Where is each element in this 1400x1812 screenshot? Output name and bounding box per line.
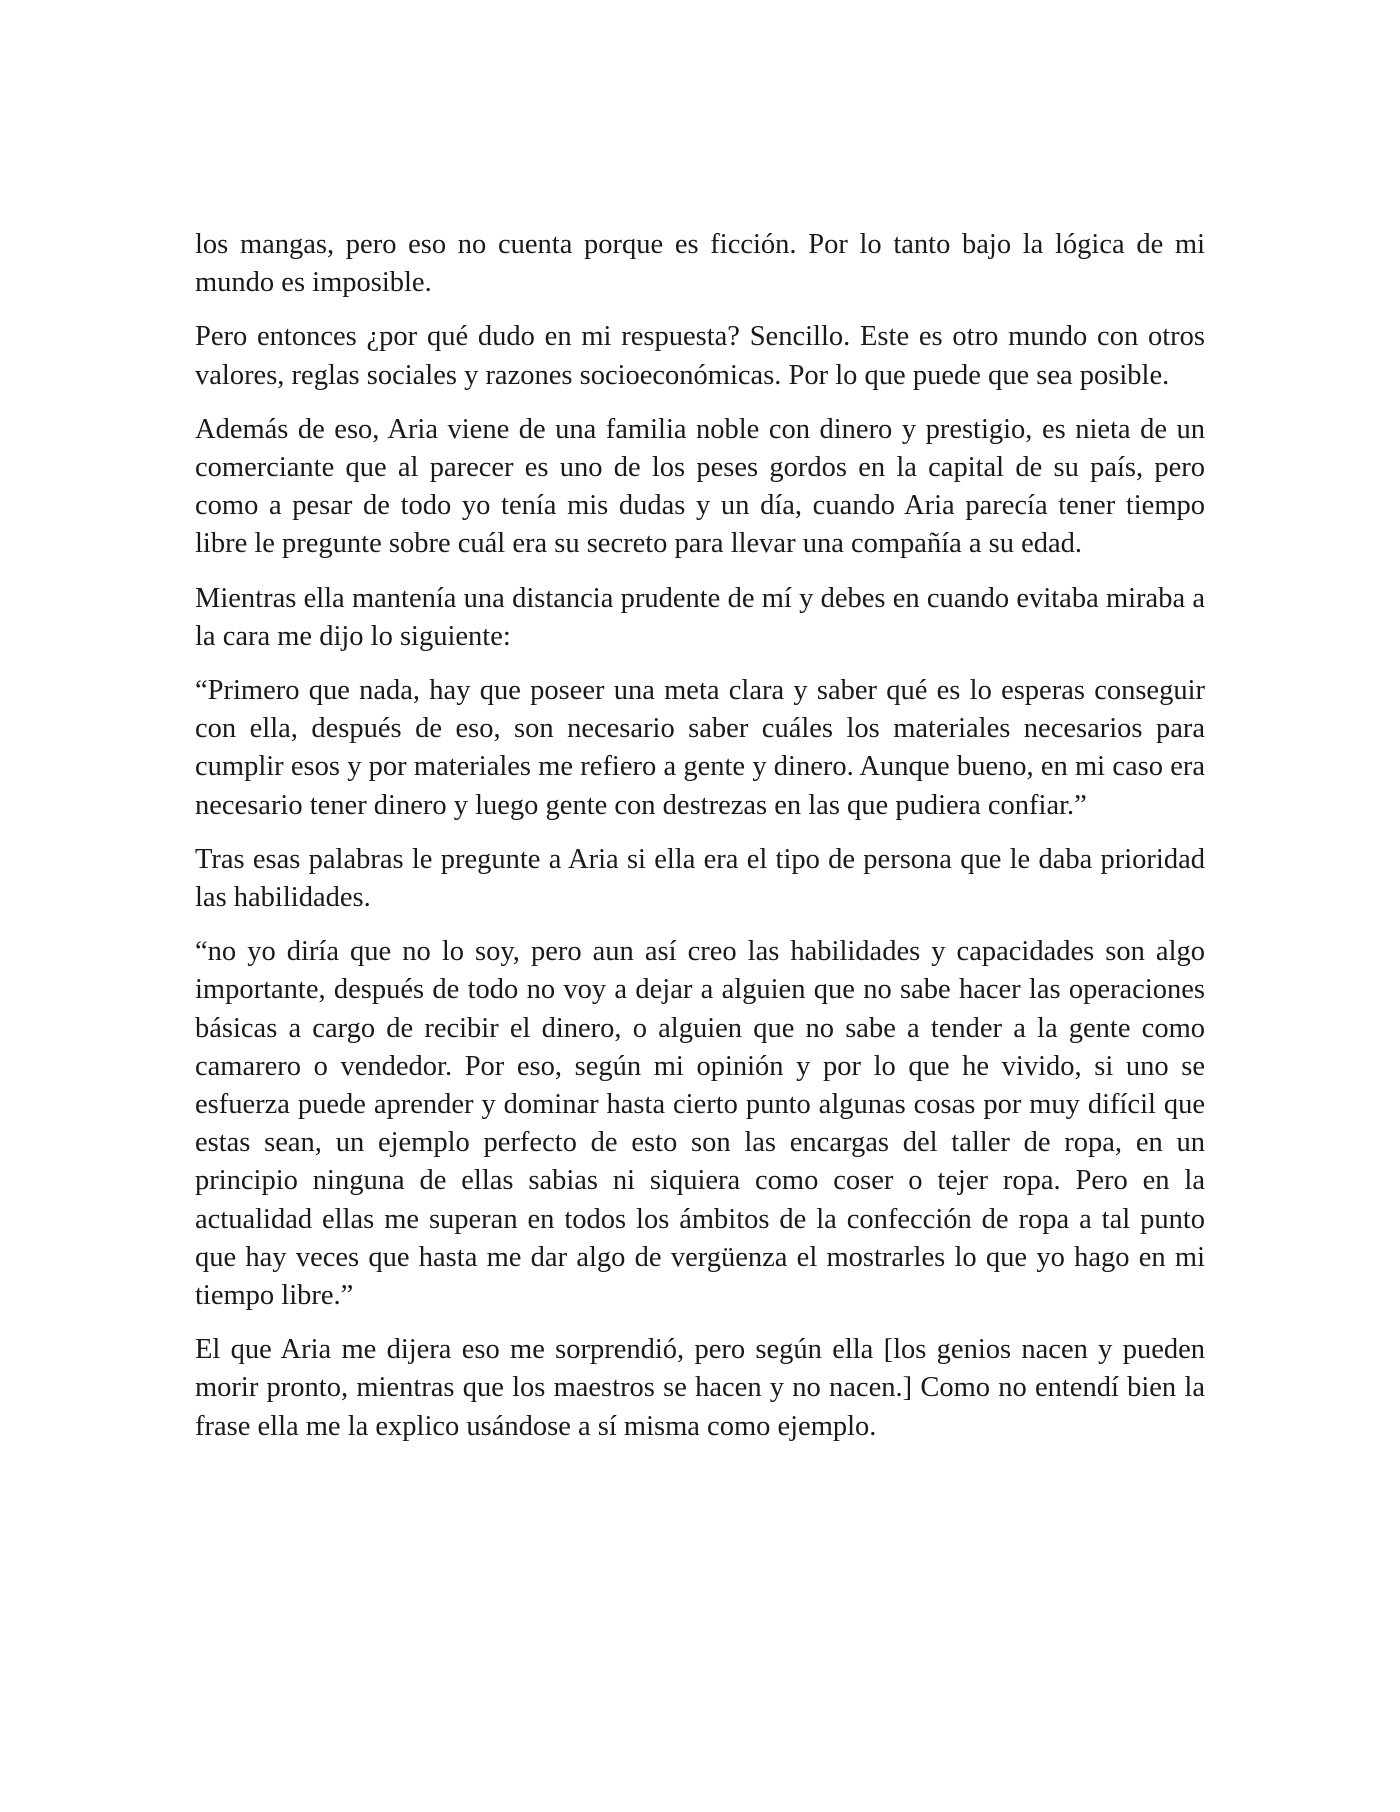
paragraph: los mangas, pero eso no cuenta porque es ficción. Por lo tanto bajo la lógica de mi mundo es imposible. — [195, 229, 1205, 299]
text-body — [195, 226, 1205, 1462]
paragraph: Tras esas palabras le pregunte a Aria si ella era el tipo de persona que le daba prioridad las habilidades. — [195, 843, 1205, 914]
paragraph: Además de eso, Aria viene de una familia noble con dinero y prestigio, es nieta de un comerciante que al parecer es uno de los peses gordos en la capital de su país, pero como a pesar de todo yo tenía mis dudas y un día, cuando Aria parecía tener tiempo libre le pregunte sobre cuál era su secreto para llevar una compañía a su edad. — [195, 413, 1205, 560]
paragraph: El que Aria me dijera eso me sorprendió, pero según ella [los genios nacen y pueden morir pronto, mientras que los maestros se hacen y no nacen.] Como no entendí bien la frase ella me la explico usándose a sí misma como ejemplo. — [195, 1334, 1205, 1442]
paragraph: Pero entonces ¿por qué dudo en mi respuesta? Sencillo. Este es otro mundo con otros valores, reglas sociales y razones socioeconómicas. Por lo que puede que sea posible. — [195, 321, 1205, 391]
paragraph: “no yo diría que no lo soy, pero aun así creo las habilidades y capacidades son algo importante, después de todo no voy a dejar a alguien que no sabe hacer las operaciones básicas a cargo de recibir el dinero, o alguien que no sabe a tender a la gente como camarero o vendedor. Por eso, según mi opinión y por lo que he vivido, si uno se esfuerza puede aprender y dominar hasta cierto punto algunas cosas por muy difícil que estas sean, un ejemplo perfecto de esto son las encargas del taller de ropa, en un principio ninguna de ellas sabias ni siquiera como coser o tejer ropa. Pero en la actualidad ellas me superan en todos los ámbitos de la confección de ropa a tal punto que hay veces que hasta me dar algo de vergüenza el mostrarles lo que yo hago en mi tiempo libre.” — [195, 936, 1205, 1312]
paragraph: “Primero que nada, hay que poseer una meta clara y saber qué es lo esperas conseguir con ella, después de eso, son necesario saber cuáles los materiales necesarios para cumplir esos y por materiales me refiero a gente y dinero. Aunque bueno, en mi caso era necesario tener dinero y luego gente con destrezas en las que pudiera confiar.” — [195, 675, 1205, 821]
paragraph: Mientras ella mantenía una distancia prudente de mí y debes en cuando evitaba miraba a la cara me dijo lo siguiente: — [195, 582, 1205, 652]
